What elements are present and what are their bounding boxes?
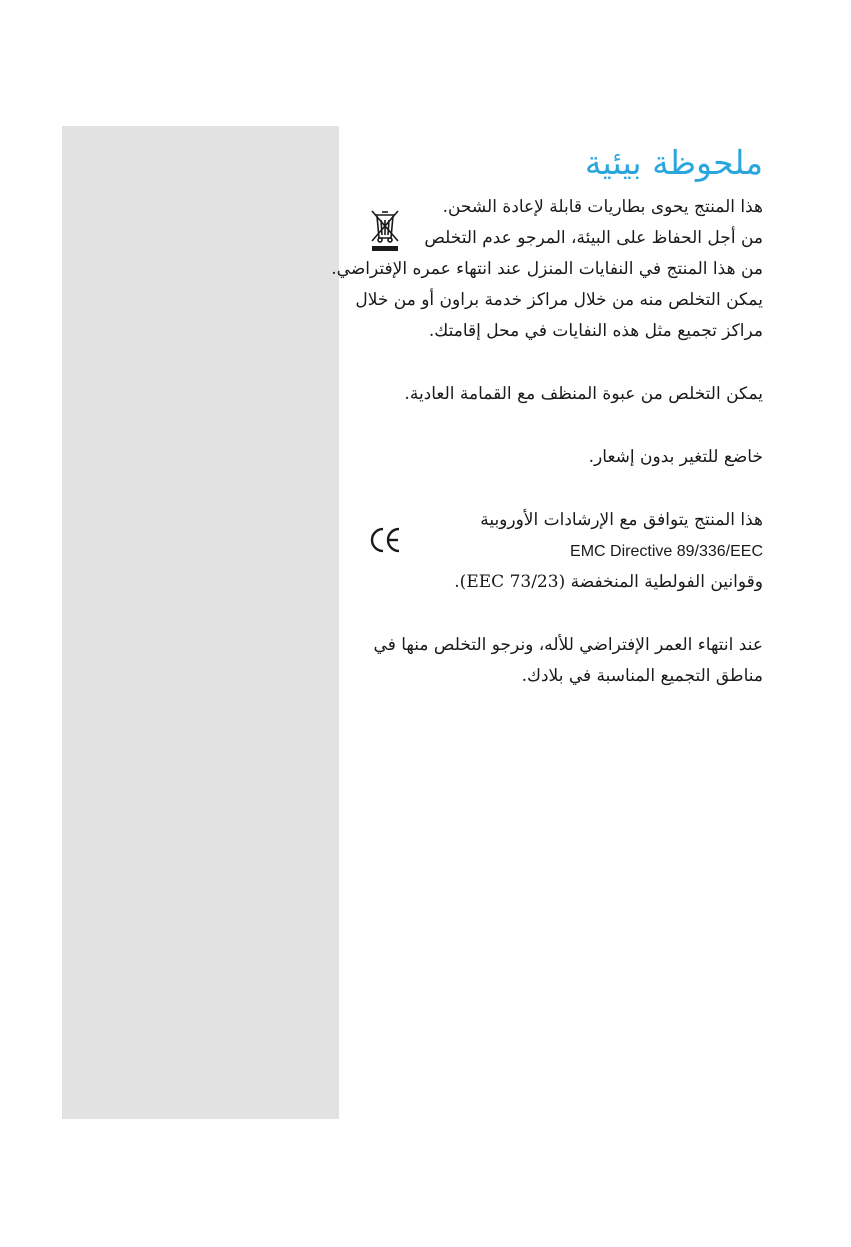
paragraph-line: من هذا المنتج في النفايات المنزل عند انتهاء عمره الإفتراضي. [331,259,763,279]
paragraph-end-of-life [355,630,763,692]
directive-line [355,536,763,567]
paragraph-line: يمكن التخلص منه من خلال مراكز خدمة براون أو من خلال [355,290,763,310]
paragraph-line: مناطق التجميع المناسبة في بلادك. [521,666,763,686]
paragraph-line: وقوانين الفولطية المنخفضة (73/23 EEC). [454,572,763,592]
paragraph-subject-to-change [355,442,763,473]
environmental-note-content [331,140,763,692]
paragraph-eu-directives [355,505,763,598]
paragraph-line: خاضع للتغير بدون إشعار. [588,447,763,467]
paragraph-line: من أجل الحفاظ على البيئة، المرجو عدم التخلص [424,228,763,248]
emc-directive-text: EMC Directive 89/336/EEC [570,543,763,560]
paragraph-line: يمكن التخلص من عبوة المنظف مع القمامة العادية. [404,384,763,404]
paragraph-line: مراكز تجميع مثل هذه النفايات في محل إقامتك. [428,321,763,341]
paragraph-batteries [331,192,763,347]
paragraph-line: عند انتهاء العمر الإفتراضي للأله، ونرجو التخلص منها في [373,635,763,655]
paragraph-line: هذا المنتج يتوافق مع الإرشادات الأوروبية [480,510,763,530]
gray-sidebar-panel [62,126,339,1119]
paragraph-cleaner-package [355,379,763,410]
page-title: ملحوظة بيئية [584,143,763,182]
paragraph-line: هذا المنتج يحوى بطاريات قابلة لإعادة الشحن. [442,197,763,217]
